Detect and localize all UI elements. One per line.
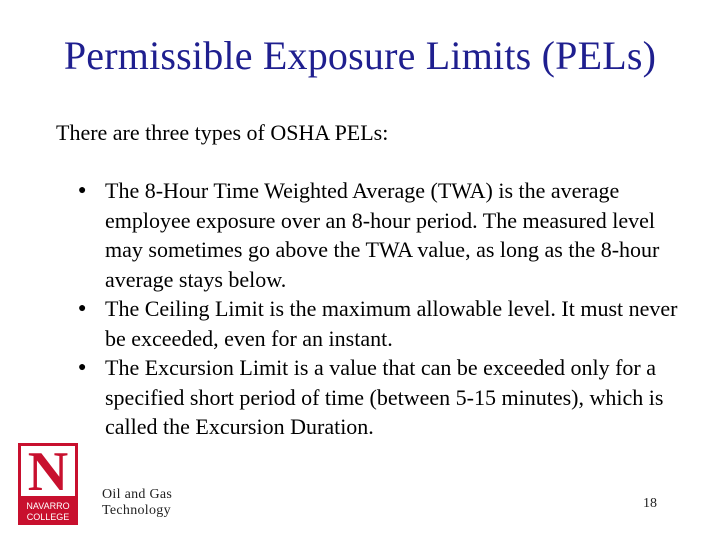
bullet-item-ceiling bbox=[78, 294, 678, 353]
bullet-dot-icon: ● bbox=[78, 183, 87, 198]
footer-line1: Oil and Gas bbox=[102, 487, 173, 502]
navarro-college-logo bbox=[18, 443, 78, 525]
bullet-item-excursion bbox=[78, 353, 678, 442]
bullet-text: The Excursion Limit is a value that can be exceeded only for a specified short period of time (between 5-15 minutes), which is called the Excursion Duration. bbox=[105, 355, 664, 439]
bullet-dot-icon: ● bbox=[78, 360, 87, 375]
bullet-item-twa bbox=[78, 176, 678, 294]
logo-letter: N bbox=[21, 446, 75, 496]
slide-title: Permissible Exposure Limits (PELs) bbox=[63, 33, 657, 78]
intro-text: There are three types of OSHA PELs: bbox=[56, 120, 389, 145]
logo-line2: COLLEGE bbox=[26, 512, 70, 522]
bullet-text: The 8-Hour Time Weighted Average (TWA) is the average employee exposure over an 8-hour period. The measured level may sometimes go above the TWA value, as long as the 8-hour average stays below. bbox=[105, 178, 660, 292]
bullet-dot-icon: ● bbox=[78, 301, 87, 316]
page-number: 18 bbox=[643, 496, 657, 511]
bullet-text: The Ceiling Limit is the maximum allowable level. It must never be exceeded, even for an instant. bbox=[105, 296, 678, 351]
bullet-list bbox=[78, 176, 678, 442]
footer-line2: Technology bbox=[102, 503, 171, 518]
logo-line1: NAVARRO bbox=[26, 501, 70, 511]
footer-caption bbox=[102, 487, 172, 519]
